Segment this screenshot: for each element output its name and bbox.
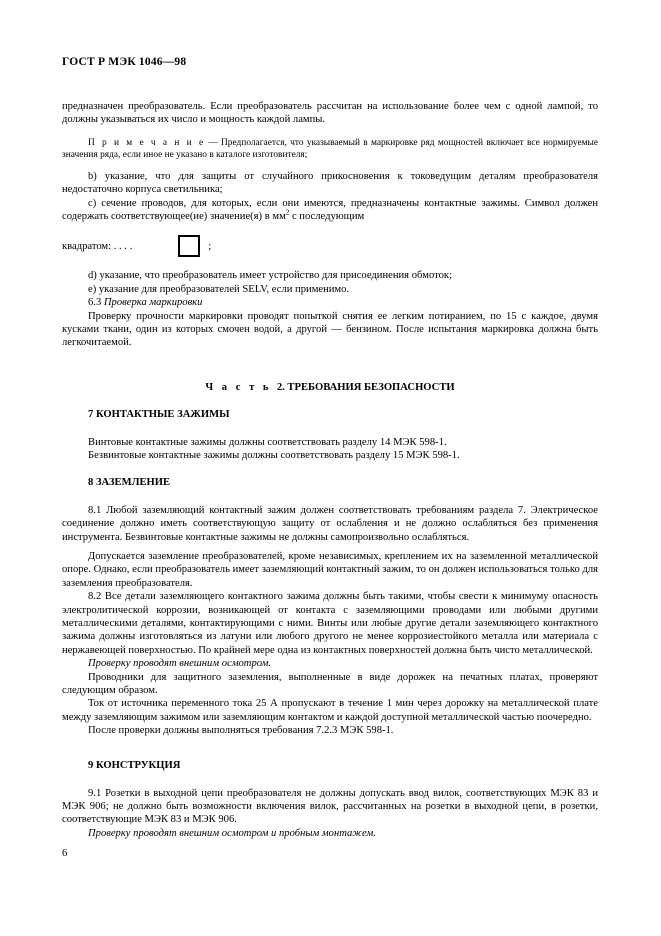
square-tail: ; — [208, 240, 212, 252]
item-c-text: c) сечение проводов, для которых, если они имеются, предназначены контактные зажимы. Символ должен содержать соответствующее(ие) значение(я) в мм — [62, 197, 598, 223]
section-8-check: Проверку проводят внешним осмотром. — [88, 658, 272, 670]
note-text: — Предполагается, что указываемый в маркировке ряд мощностей включает все нормируемые значения ряда, если иное не указано в каталоге изготовителя; — [62, 137, 598, 160]
item-c — [62, 197, 598, 224]
section-9-check: Проверку проводят внешним осмотром и пробным монтажем. — [88, 827, 376, 839]
item-d: d) указание, что преобразователь имеет устройство для присоединения обмоток; — [88, 270, 453, 282]
section-6-3-heading — [62, 296, 598, 309]
square-symbol — [178, 235, 200, 257]
square-symbol-line — [62, 235, 598, 257]
paragraph-intro: предназначен преобразователь. Если преобразователь рассчитан на использование более чем с одной лампой, то должны указываться их число и мощность каждой лампы. — [62, 101, 598, 126]
section-6-3-number: 6.3 — [88, 297, 102, 309]
section-7-paragraph-2: Безвинтовые контактные зажимы должны соответствовать разделу 15 МЭК 598-1. — [88, 450, 460, 462]
item-e: e) указание для преобразователей SELV, если применимо. — [88, 283, 350, 295]
spacer — [62, 463, 598, 477]
section-8-paragraph-5: Ток от источника переменного тока 25 А пропускают в течение 1 мин через дорожку на металлической плате между заземляющим зажимом или заземляющим контактом и каждой доступной металлической частью поочередно. — [62, 698, 598, 723]
part-title: 2. ТРЕБОВАНИЯ БЕЗОПАСНОСТИ — [276, 381, 455, 393]
section-6-3-title: Проверка маркировки — [103, 297, 203, 309]
section-9-title: 9 КОНСТРУКЦИЯ — [88, 759, 181, 771]
section-8-title: 8 ЗАЗЕМЛЕНИЕ — [88, 476, 171, 488]
section-8-paragraph-4: Проводники для защитного заземления, выполненные в виде дорожек на печатных платах, проверяют следующим образом. — [62, 671, 598, 696]
part-heading — [62, 382, 598, 393]
section-9-paragraph-1: 9.1 Розетки в выходной цепи преобразователя не должны допускать ввод вилок, соответствующих МЭК 83 и МЭК 906; не должно быть возможности включения вилок, рассчитанных на розетки в выходной цепи, в розетки, соответствующие МЭК 83 и МЭК 906. — [62, 787, 598, 826]
item-c-end: с последующим — [289, 211, 365, 223]
section-7-title: 7 КОНТАКТНЫЕ ЗАЖИМЫ — [88, 408, 230, 420]
square-label: квадратом: . . . . — [62, 240, 133, 252]
section-6-3-text: Проверку прочности маркировки проводят попыткой снятия ее легким потиранием, по 15 с каждое, двумя кусками ткани, один из которых смочен водой, а другой — бензином. После испытания маркировка должна быть легкочитаемой. — [62, 310, 598, 349]
note-label: П р и м е ч а н и е — [88, 137, 206, 148]
section-8-paragraph-1: 8.1 Любой заземляющий контактный зажим должен соответствовать требованиям раздела 7. Электрическое соединение должно иметь соответствующую защиту от ослабления и не должно ослабляться без применения инструмента. Безвинтовые контактные зажимы не должны самопроизвольно ослабляться. — [62, 504, 598, 543]
document-header: ГОСТ Р МЭК 1046—98 — [62, 56, 187, 68]
note — [62, 137, 598, 161]
page-number: 6 — [62, 848, 68, 859]
section-8-paragraph-3: 8.2 Все детали заземляющего контактного зажима должны быть такими, чтобы свести к минимуму опасность электролитической коррозии, возникающей от контакта с заземляющими проводами или любыми другими металлическими деталями, контактирующими с ними. Винты или любые другие детали заземляющего контактного зажима должны изготовляться из латуни или любого другого не менее коррозиестойкого металла или материала с нержавеющей поверхностью. По крайней мере одна из контактных поверхностей должна быть чисто металлической. — [62, 591, 598, 656]
section-7-paragraph-1: Винтовые контактные зажимы должны соответствовать разделу 14 МЭК 598-1. — [88, 436, 447, 448]
document-page — [62, 56, 598, 840]
spacer — [62, 738, 598, 760]
part-label: Ч а с т ь — [205, 381, 272, 393]
section-8-paragraph-2: Допускается заземление преобразователей, кроме независимых, креплением их на заземленной металлической опоре. Однако, если преобразователь имеет заземляющий контактный зажим, то он должен использоваться только для заземления преобразователя. — [62, 550, 598, 589]
item-c-superscript: 2 — [285, 208, 290, 217]
section-8-paragraph-6: После проверки должны выполняться требования 7.2.3 МЭК 598-1. — [88, 725, 394, 737]
item-b: b) указание, что для защиты от случайного прикосновения к токоведущим деталям преобразователя недостаточно корпуса светильника; — [62, 170, 598, 196]
